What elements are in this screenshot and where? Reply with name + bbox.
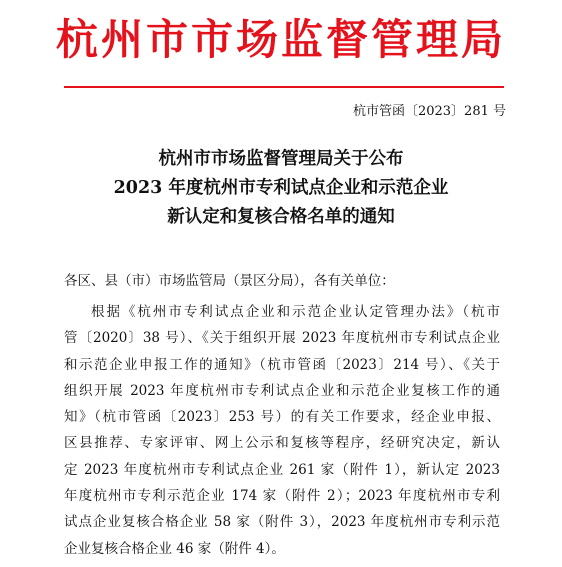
body-paragraph: [64, 299, 500, 562]
body-line: 管〔2020〕38 号）、《关于组织开展 2023 年度杭州市专利试点企业: [64, 330, 500, 347]
red-divider-line: [64, 86, 504, 88]
document-number: 杭市管函〔2023〕281 号: [352, 104, 506, 119]
body-line: 组织开展 2023 年度杭州市专利试点企业和示范企业复核工作的通: [64, 382, 500, 399]
body-line: 知》（杭市管函〔2023〕253 号）的有关工作要求，经企业申报、: [64, 409, 500, 426]
body-line: 企业复核合格企业 46 家（附件 4）。: [64, 540, 285, 557]
body-line: 和示范企业申报工作的通知》（杭市管函〔2023〕214 号）、《关于: [64, 356, 500, 373]
body-line: 根据《杭州市专利试点企业和示范企业认定管理办法》（杭市: [91, 304, 500, 320]
notice-title-line-2: 2023 年度杭州市专利试点企业和示范企业: [113, 178, 449, 198]
masthead-title: 杭州市市场监督管理局: [55, 15, 506, 64]
body-line: 试点企业复核合格企业 58 家（附件 3），2023 年度杭州市专利示范: [64, 514, 500, 531]
body-line: 定 2023 年度杭州市专利试点企业 261 家（附件 1），新认定 2023: [64, 461, 500, 478]
notice-title-line-1: 杭州市市场监督管理局关于公布: [158, 149, 404, 169]
body-line: 区县推荐、专家评审、网上公示和复核等程序，经研究决定，新认: [64, 435, 500, 452]
notice-title-line-3: 新认定和复核合格名单的通知: [167, 207, 395, 227]
notice-title: [0, 145, 562, 232]
body-line: 年度杭州市专利示范企业 174 家（附件 2）；2023 年度杭州市专利: [64, 488, 500, 505]
salutation: 各区、县（市）市场监管局（景区分局），各有关单位：: [64, 273, 395, 289]
